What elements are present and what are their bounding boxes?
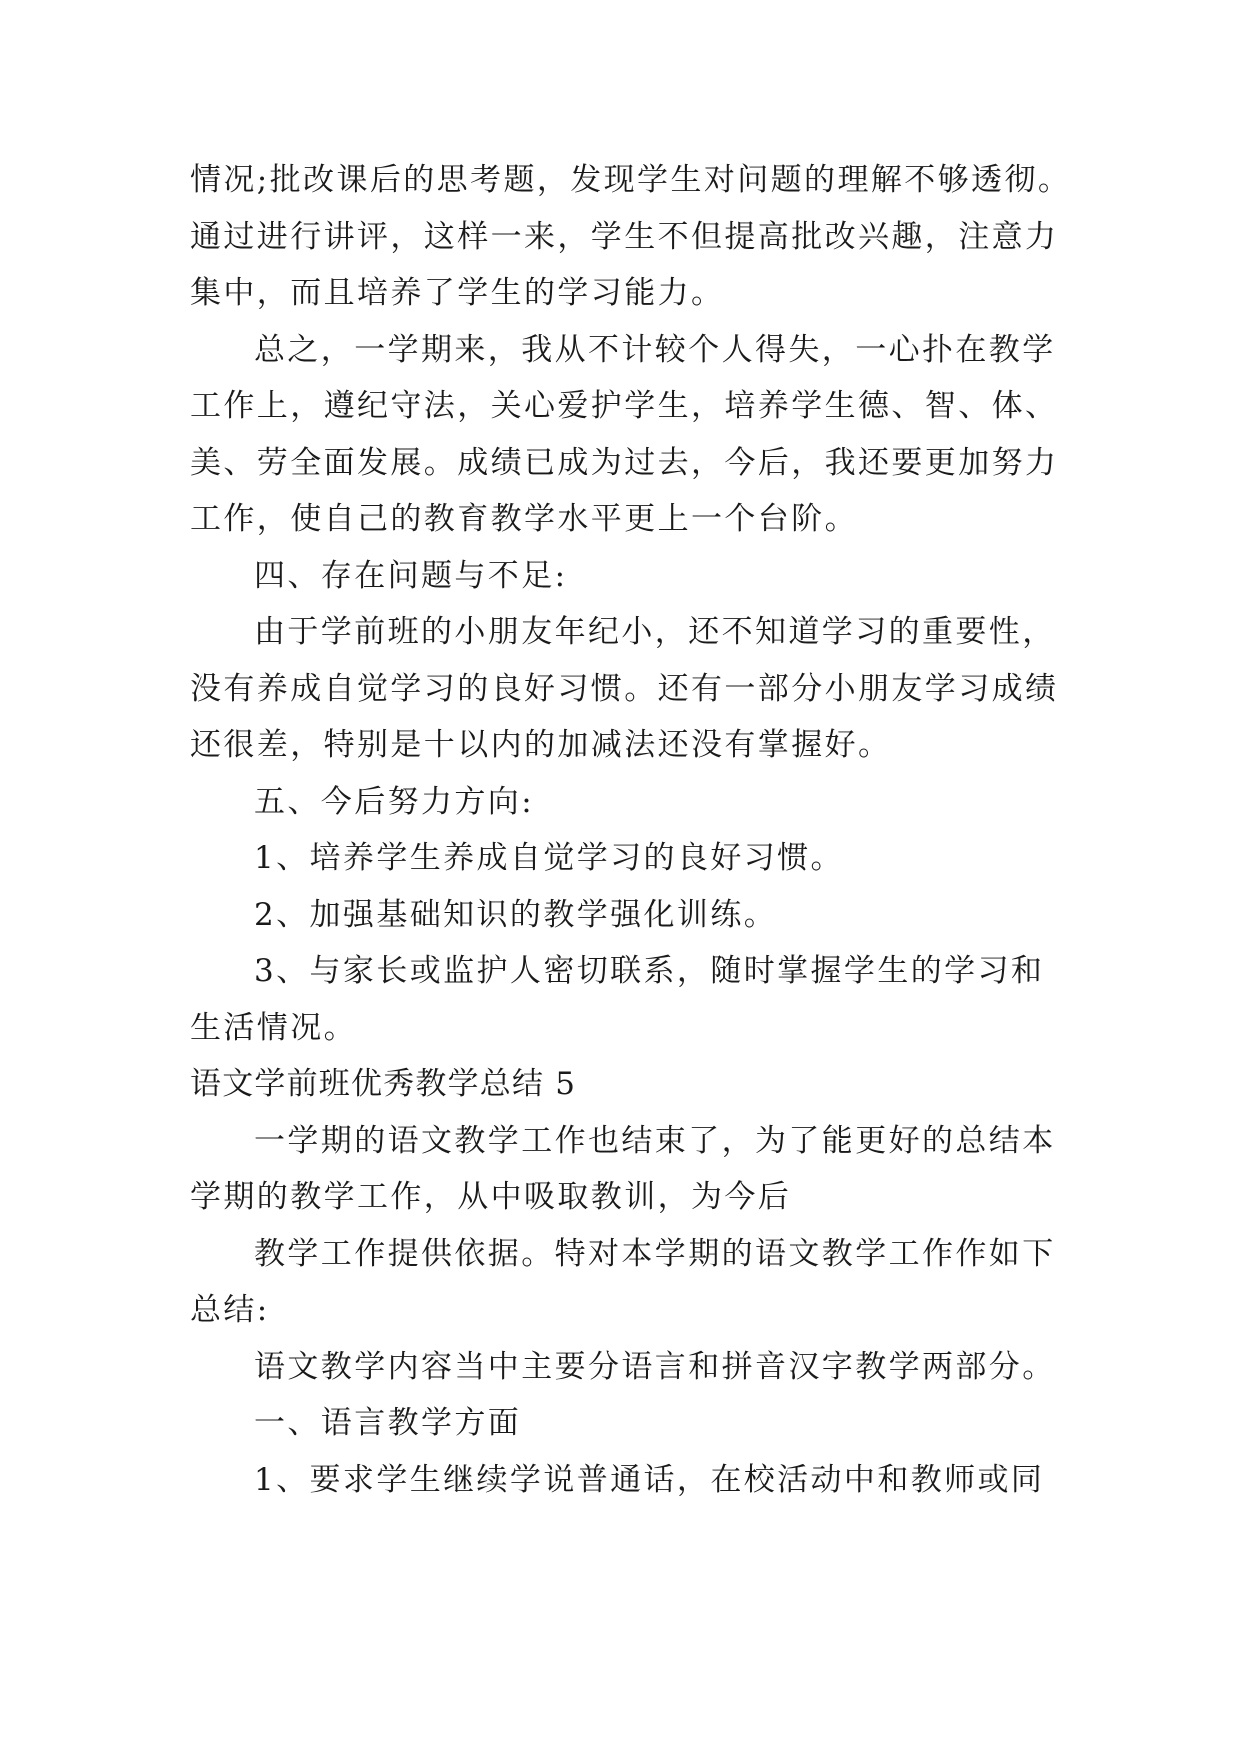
list-item: 1、要求学生继续学说普通话，在校活动中和教师或同 [254,1461,1045,1498]
list-item: 3、与家长或监护人密切联系，随时掌握学生的学习和 [254,953,1045,989]
paragraph-line: 一学期的语文教学工作也结束了，为了能更好的总结本 [254,1122,1056,1159]
section-heading: 一、语言教学方面 [254,1405,522,1441]
paragraph-line: 集中，而且培养了学生的学习能力。 [190,275,725,311]
paragraph-line: 通过进行讲评，这样一来，学生不但提高批改兴趣，注意力 [190,218,1059,255]
document-body [190,152,1070,1508]
paragraph-line: 总结: [190,1292,270,1328]
paragraph-line: 工作上，遵纪守法，关心爱护学生，培养学生德、智、体、 [190,388,1059,424]
paragraph-line: 教学工作提供依据。特对本学期的语文教学工作作如下 [254,1235,1056,1272]
paragraph-line: 美、劳全面发展。成绩已成为过去，今后，我还要更加努力 [190,444,1059,481]
paragraph-line: 没有养成自觉学习的良好习惯。还有一部分小朋友学习成绩 [190,670,1059,707]
paragraph-line: 学期的教学工作，从中吸取教训，为今后 [190,1179,792,1215]
article-title: 语文学前班优秀教学总结 5 [190,1066,577,1102]
list-item: 2、加强基础知识的教学强化训练。 [254,896,778,933]
paragraph-line: 语文教学内容当中主要分语言和拼音汉字教学两部分。 [254,1348,1056,1385]
paragraph-line: 工作，使自己的教育教学水平更上一个台阶。 [190,501,858,537]
paragraph-line: 还很差，特别是十以内的加减法还没有掌握好。 [190,727,892,763]
list-item: 1、培养学生养成自觉学习的良好习惯。 [254,840,844,876]
paragraph-line: 生活情况。 [190,1009,357,1046]
paragraph-line: 情况;批改课后的思考题，发现学生对问题的理解不够透彻。 [190,162,1072,198]
section-heading: 五、今后努力方向: [254,783,535,820]
paragraph-line: 由于学前班的小朋友年纪小，还不知道学习的重要性， [254,614,1056,650]
section-heading: 四、存在问题与不足: [254,557,568,594]
paragraph-line: 总之，一学期来，我从不计较个人得失，一心扑在教学 [254,331,1056,368]
